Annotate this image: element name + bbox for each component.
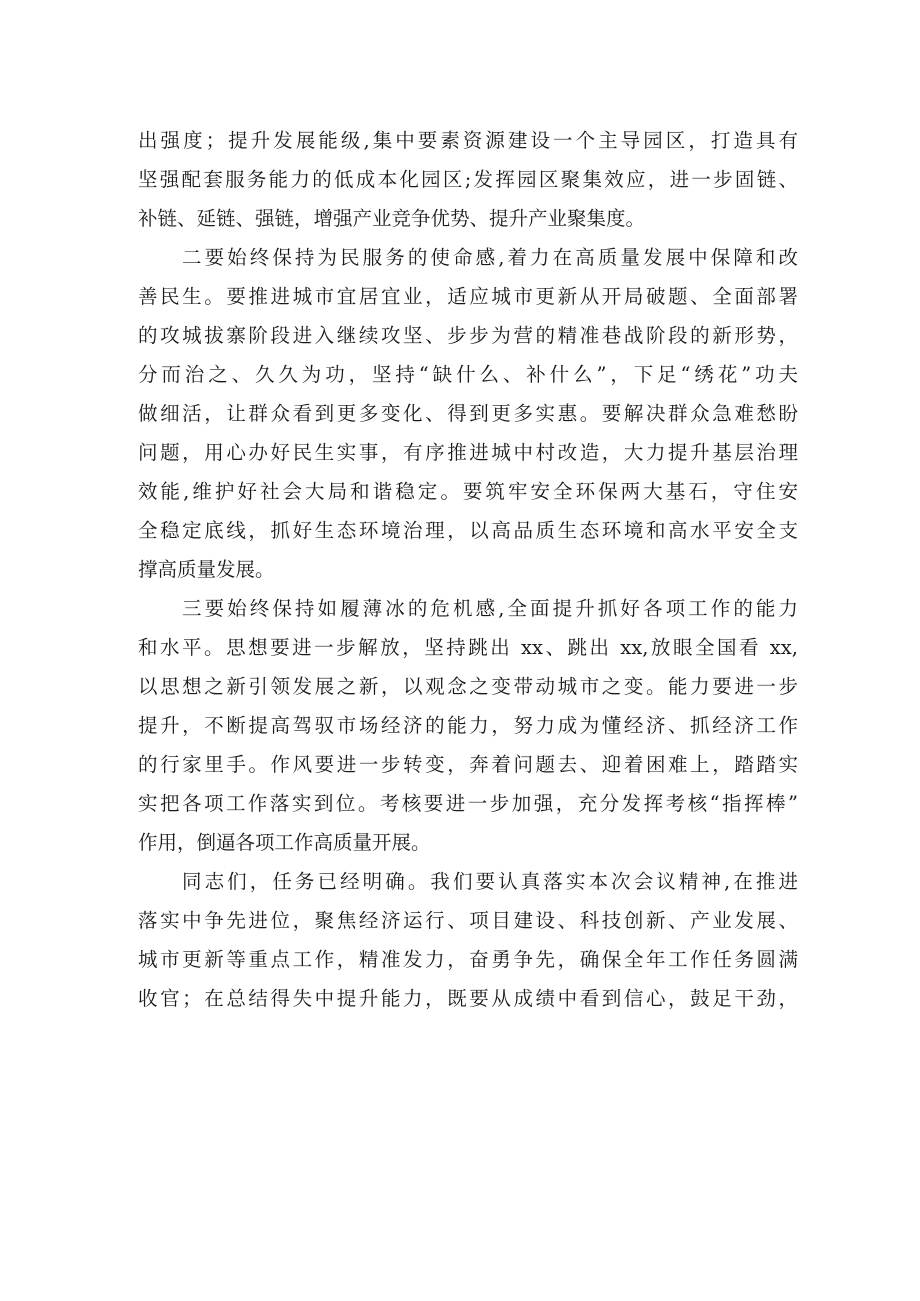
text-line: 实把各项工作落实到位。考核要进一步加强，充分发挥考核“指挥棒”: [138, 792, 798, 815]
text-line: 的行家里手。作风要进一步转变，奔着问题去、迎着困难上，踏踏实: [138, 753, 798, 776]
document-body: [138, 121, 798, 1018]
text-line: 二要始终保持为民服务的使命感,着力在高质量发展中保障和改: [182, 246, 798, 269]
text-line: 补链、延链、强链，增强产业竞争优势、提升产业聚集度。: [138, 207, 646, 230]
text-line: 善民生。要推进城市宜居宜业，适应城市更新从开局破题、全面部署: [138, 285, 798, 308]
text-line: 问题，用心办好民生实事，有序推进城中村改造，大力提升基层治理: [138, 441, 798, 464]
paragraph-closing: [138, 862, 798, 1018]
paragraph-third-requirement: [138, 589, 798, 862]
text-line: 出强度；提升发展能级,集中要素资源建设一个主导园区，打造具有: [138, 129, 798, 152]
text-line: 提升，不断提高驾驭市场经济的能力，努力成为懂经济、抓经济工作: [138, 714, 798, 737]
text-line: 以思想之新引领发展之新，以观念之变带动城市之变。能力要进一步: [138, 675, 798, 698]
text-line: 坚强配套服务能力的低成本化园区;发挥园区聚集效应，进一步固链、: [138, 168, 798, 191]
text-line: 收官；在总结得失中提升能力，既要从成绩中看到信心，鼓足干劲，: [138, 987, 798, 1010]
text-line: 效能,维护好社会大局和谐稳定。要筑牢安全环保两大基石，守住安: [138, 480, 798, 503]
paragraph-second-requirement: [138, 238, 798, 589]
text-line: 全稳定底线，抓好生态环境治理，以高品质生态环境和高水平安全支: [138, 519, 798, 542]
text-line: 做细活，让群众看到更多变化、得到更多实惠。要解决群众急难愁盼: [138, 402, 798, 425]
text-line: 城市更新等重点工作，精准发力，奋勇争先，确保全年工作任务圆满: [138, 948, 798, 971]
text-line: 同志们，任务已经明确。我们要认真落实本次会议精神,在推进: [182, 870, 798, 893]
text-line: 三要始终保持如履薄冰的危机感,全面提升抓好各项工作的能力: [182, 597, 798, 620]
text-line: 分而治之、久久为功，坚持“缺什么、补什么”，下足“绣花”功夫: [138, 363, 798, 386]
text-line: 作用，倒逼各项工作高质量开展。: [138, 831, 431, 854]
text-line: 落实中争先进位，聚焦经济运行、项目建设、科技创新、产业发展、: [138, 909, 798, 932]
text-line: 的攻城拔寨阶段进入继续攻坚、步步为营的精准巷战阶段的新形势，: [138, 324, 798, 347]
text-line: 撑高质量发展。: [138, 558, 275, 581]
paragraph-continued: [138, 121, 798, 238]
text-line: 和水平。思想要进一步解放，坚持跳出 xx、跳出 xx,放眼全国看 xx,: [138, 636, 798, 659]
